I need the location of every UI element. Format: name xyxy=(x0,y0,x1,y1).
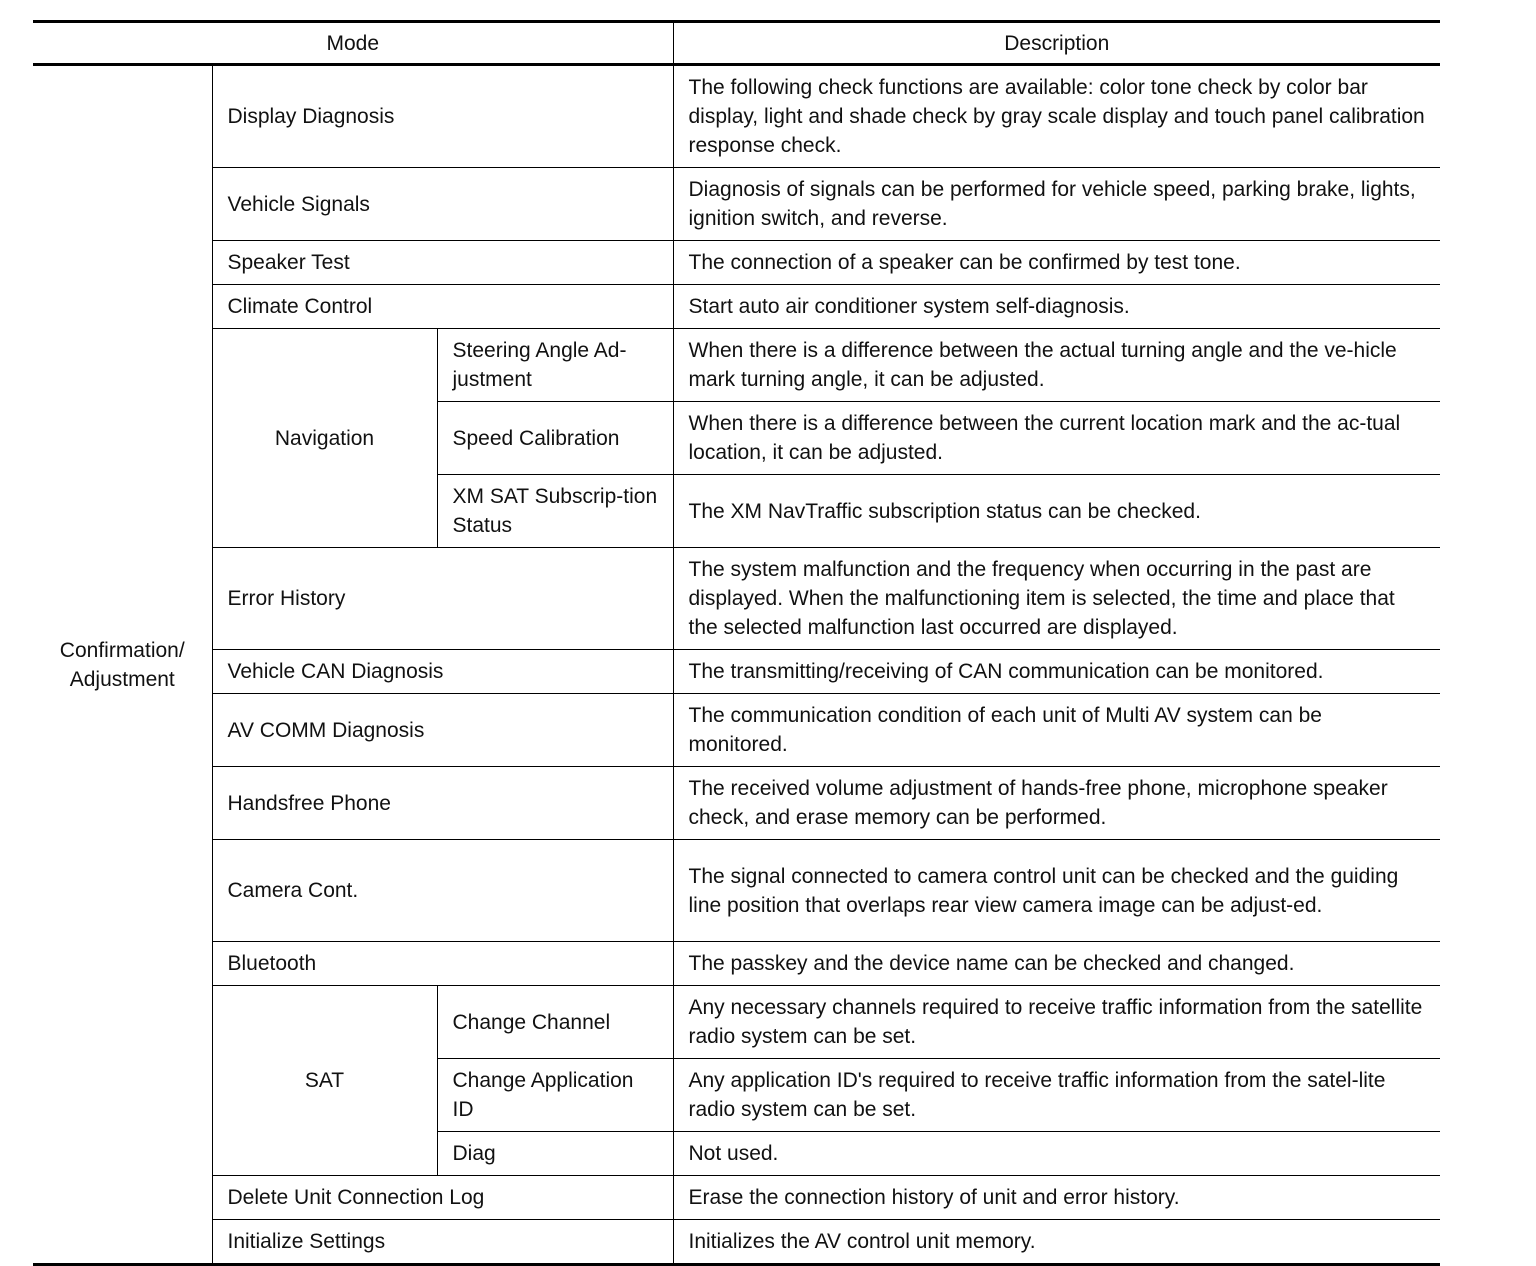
description-cell: The system malfunction and the frequency when occurring in the past are displayed. When the malfunctioning item is selected, the time and place that the selected malfunction last occurred are displayed. xyxy=(673,548,1440,650)
header-row xyxy=(33,22,1440,65)
table-row xyxy=(33,650,1440,694)
description-cell: Not used. xyxy=(673,1132,1440,1176)
mode-table xyxy=(33,20,1440,1266)
description-cell: The following check functions are available: color tone check by color bar display, light and shade check by gray scale display and touch panel calibration response check. xyxy=(673,65,1440,168)
mode-header: Mode xyxy=(33,22,673,65)
submode-cell: Change Channel xyxy=(437,986,673,1059)
group-cell-navigation: Navigation xyxy=(212,329,437,548)
mode-cell: AV COMM Diagnosis xyxy=(212,694,673,767)
mode-cell: Delete Unit Connection Log xyxy=(212,1176,673,1220)
description-cell: Any application ID's required to receive traffic information from the satel-lite radio system can be set. xyxy=(673,1059,1440,1132)
table-row xyxy=(33,65,1440,168)
submode-cell: Speed Calibration xyxy=(437,402,673,475)
mode-cell: Bluetooth xyxy=(212,942,673,986)
description-cell: Erase the connection history of unit and error history. xyxy=(673,1176,1440,1220)
table-row xyxy=(33,694,1440,767)
mode-cell: Handsfree Phone xyxy=(212,767,673,840)
description-cell: Any necessary channels required to receive traffic information from the satellite radio system can be set. xyxy=(673,986,1440,1059)
table-row xyxy=(33,986,1440,1059)
description-cell: Diagnosis of signals can be performed for vehicle speed, parking brake, lights, ignition switch, and reverse. xyxy=(673,168,1440,241)
mode-cell: Climate Control xyxy=(212,285,673,329)
mode-cell: Vehicle Signals xyxy=(212,168,673,241)
description-header: Description xyxy=(673,22,1440,65)
mode-cell: Error History xyxy=(212,548,673,650)
submode-cell: Change Application ID xyxy=(437,1059,673,1132)
table-row xyxy=(33,285,1440,329)
table-row xyxy=(33,1176,1440,1220)
table-row xyxy=(33,241,1440,285)
table-row xyxy=(33,767,1440,840)
description-cell: The communication condition of each unit of Multi AV system can be monitored. xyxy=(673,694,1440,767)
category-cell: Confirmation/ Adjustment xyxy=(59,638,185,691)
table-row xyxy=(33,168,1440,241)
table-row xyxy=(33,840,1440,942)
description-cell: The passkey and the device name can be checked and changed. xyxy=(673,942,1440,986)
description-cell: Initializes the AV control unit memory. xyxy=(673,1220,1440,1265)
table-row xyxy=(33,942,1440,986)
mode-cell: Camera Cont. xyxy=(212,840,673,942)
description-cell: The received volume adjustment of hands-free phone, microphone speaker check, and erase memory can be performed. xyxy=(673,767,1440,840)
mode-cell: Speaker Test xyxy=(212,241,673,285)
description-cell: Start auto air conditioner system self-diagnosis. xyxy=(673,285,1440,329)
description-cell: When there is a difference between the actual turning angle and the ve-hicle mark turning angle, it can be adjusted. xyxy=(673,329,1440,402)
description-cell: When there is a difference between the current location mark and the ac-tual location, it can be adjusted. xyxy=(673,402,1440,475)
group-cell-sat: SAT xyxy=(212,986,437,1176)
table-row xyxy=(33,329,1440,402)
submode-cell: XM SAT Subscrip-tion Status xyxy=(437,475,673,548)
mode-cell: Initialize Settings xyxy=(212,1220,673,1265)
mode-cell: Display Diagnosis xyxy=(212,65,673,168)
table-row xyxy=(33,548,1440,650)
description-cell: The XM NavTraffic subscription status can be checked. xyxy=(673,475,1440,548)
mode-cell: Vehicle CAN Diagnosis xyxy=(212,650,673,694)
submode-cell: Diag xyxy=(437,1132,673,1176)
table-row xyxy=(33,1220,1440,1265)
description-cell: The signal connected to camera control unit can be checked and the guiding line position that overlaps rear view camera image can be adjust-ed. xyxy=(673,840,1440,942)
submode-cell: Steering Angle Ad-justment xyxy=(437,329,673,402)
description-cell: The connection of a speaker can be confirmed by test tone. xyxy=(673,241,1440,285)
description-cell: The transmitting/receiving of CAN communication can be monitored. xyxy=(673,650,1440,694)
